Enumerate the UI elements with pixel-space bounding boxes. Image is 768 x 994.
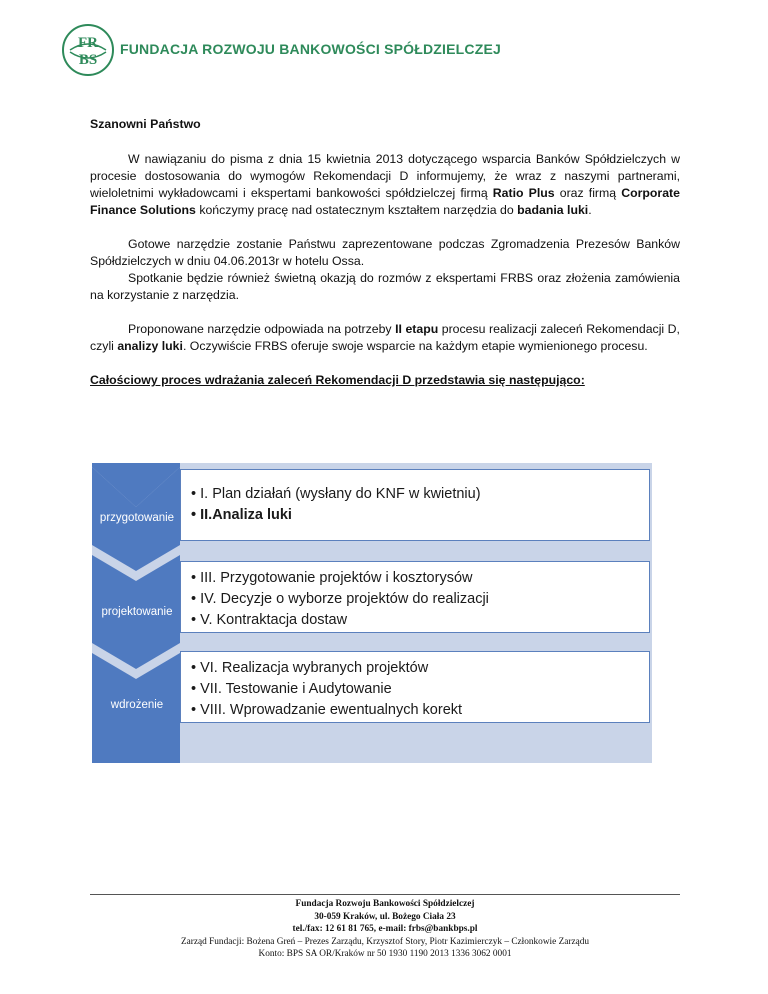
stage-item: • VI. Realizacja wybranych projektów [191,660,429,676]
letterhead [62,24,702,76]
process-diagram [92,463,652,763]
letter-body [90,116,680,389]
frbs-logo-icon [62,24,114,76]
company-cfs: Corporate Finance Solutions [90,186,680,217]
text: . [588,203,592,217]
stage-box-design [180,561,650,633]
footer [90,898,680,961]
svg-text:BS: BS [78,52,98,68]
text: Proponowane narzędzie odpowiada na potrzeby [128,322,396,336]
text: W nawiązaniu do pisma z dnia 15 kwietnia 2013 dotyczącego wsparcia Banków Spółdzielczych w procesie dostosowania do wymogów Rekomendacji D informujemy, że wraz z naszymi partnerami, wieloletnimi wykładowcami i ekspertami bankowości spółdzielczej firmą [90,152,680,200]
footer-org-name: Fundacja Rozwoju Bankowości Spółdzielczej [295,899,475,909]
stage-label-design: projektowanie [101,606,173,618]
footer-board: Zarząd Fundacji: Bożena Greń – Prezes Zarządu, Krzysztof Story, Piotr Kazimierczyk – Członkowie Zarządu [180,936,590,947]
stage-box-implementation [180,651,650,723]
footer-account: Konto: BPS SA OR/Kraków nr 50 1930 1190 2013 1336 3062 0001 [258,949,512,960]
paragraph-tool [90,321,680,355]
text: kończymy pracę nad ostatecznym kształtem narzędzia do [195,203,518,217]
stage-item: • I. Plan działań (wysłany do KNF w kwietniu) [191,486,481,502]
footer-contact: tel./fax: 12 61 81 765, e-mail: frbs@bankbps.pl [292,924,478,935]
text: oraz firmą [554,186,622,200]
highlight-gap-analysis: badania luki [517,203,589,217]
svg-text:FR: FR [78,35,98,51]
company-ratio-plus: Ratio Plus [492,186,555,200]
paragraph-presentation: Gotowe narzędzie zostanie Państwu zaprezentowane podczas Zgromadzenia Prezesów Banków Spółdzielczych w dniu 04.06.2013r w hotelu Ossa. [90,237,680,268]
text: . Oczywiście FRBS oferuje swoje wsparcie na każdym etapie wymienionego procesu. [182,339,648,353]
highlight-stage-2: II etapu [395,322,439,336]
text: procesu realizacji zaleceń Rekomendacji D, czyli [90,322,680,353]
stage-item: • II.Analiza luki [191,507,292,523]
footer-address: 30-059 Kraków, ul. Bożego Ciała 23 [314,911,456,922]
organization-name: FUNDACJA ROZWOJU BANKOWOŚCI SPÓŁDZIELCZEJ [120,41,502,57]
stage-item: • IV. Decyzje o wyborze projektów do realizacji [191,591,489,607]
stage-box-preparation [180,469,650,541]
stage-item: • III. Przygotowanie projektów i kosztorysów [191,570,473,586]
stage-item: • VIII. Wprowadzanie ewentualnych korekt [191,702,463,718]
stage-label-preparation: przygotowanie [99,512,175,524]
stage-item: • V. Kontraktacja dostaw [191,612,348,628]
section-title: Całościowy proces wdrażania zaleceń Rekomendacji D przedstawia się następująco: [90,373,585,387]
paragraph-meeting: Spotkanie będzie również świetną okazją do rozmów z ekspertami FRBS oraz złożenia zamówienia na korzystanie z narzędzia. [90,271,680,302]
paragraph-intro [90,151,680,219]
stage-label-implementation: wdrożenie [110,699,164,711]
stage-item: • VII. Testowanie i Audytowanie [191,681,392,697]
footer-divider [90,894,680,895]
greeting: Szanowni Państwo [90,117,201,131]
highlight-gap-analysis-2: analizy luki [117,339,183,353]
